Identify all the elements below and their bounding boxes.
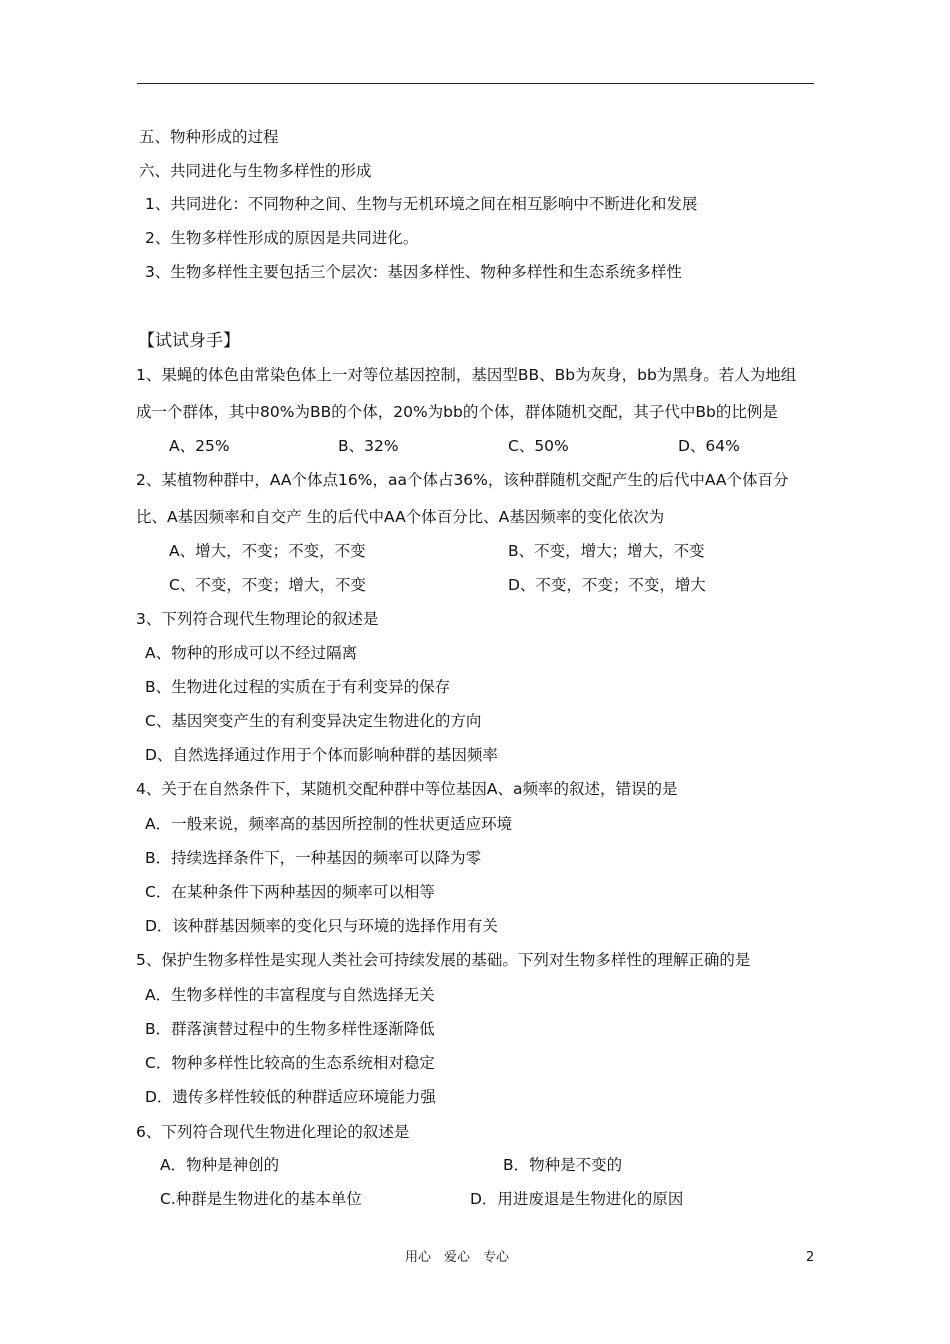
practice-heading: 【试试身手】 — [138, 331, 240, 351]
q3-option-c: C、基因突变产生的有利变异决定生物进化的方向 — [145, 712, 482, 730]
section-6-point-3: 3、生物多样性主要包括三个层次：基因多样性、物种多样性和生态系统多样性 — [145, 263, 682, 281]
q6-option-d: D．用进废退是生物进化的原因 — [470, 1190, 684, 1208]
q4-option-a: A．一般来说，频率高的基因所控制的性状更适应环境 — [145, 815, 513, 833]
q6-option-c: C.种群是生物进化的基本单位 — [160, 1190, 362, 1208]
q1-option-a: A、25% — [169, 437, 230, 455]
q1-option-c: C、50% — [508, 437, 569, 455]
q2-option-d: D、不变，不变；不变，增大 — [508, 576, 706, 594]
q4-option-b: B．持续选择条件下，一种基因的频率可以降为零 — [145, 849, 482, 867]
footer-motto: 用心 爱心 专心 — [405, 1250, 510, 1265]
q2-option-a: A、增大，不变；不变，不变 — [169, 542, 366, 560]
q6-option-b: B．物种是不变的 — [503, 1156, 623, 1174]
q6-stem: 6、下列符合现代生物进化理论的叙述是 — [136, 1123, 410, 1141]
q2-option-b: B、不变，增大；增大，不变 — [508, 542, 705, 560]
section-6-point-1: 1、共同进化：不同物种之间、生物与无机环境之间在相互影响中不断进化和发展 — [145, 195, 698, 213]
q2-option-c: C、不变，不变；增大，不变 — [169, 576, 366, 594]
q4-stem: 4、关于在自然条件下，某随机交配种群中等位基因A、a频率的叙述，错误的是 — [136, 780, 678, 798]
q5-option-c: C．物种多样性比较高的生态系统相对稳定 — [145, 1054, 435, 1072]
q1-stem-line-1: 1、果蝇的体色由常染色体上一对等位基因控制，基因型BB、Bb为灰身，bb为黑身。若人为地组 — [136, 366, 797, 384]
q3-option-d: D、自然选择通过作用于个体而影响种群的基因频率 — [145, 746, 498, 764]
q3-option-a: A、物种的形成可以不经过隔离 — [145, 644, 358, 662]
q4-option-c: C．在某种条件下两种基因的频率可以相等 — [145, 883, 435, 901]
q2-stem-line-2: 比、A基因频率和自交产 生的后代中AA个体百分比、A基因频率的变化依次为 — [136, 508, 665, 526]
section-6-point-2: 2、生物多样性形成的原因是共同进化。 — [145, 229, 419, 247]
q6-option-a: A．物种是神创的 — [160, 1156, 280, 1174]
q5-option-b: B．群落演替过程中的生物多样性逐渐降低 — [145, 1020, 435, 1038]
q3-option-b: B、生物进化过程的实质在于有利变异的保存 — [145, 678, 451, 696]
q4-option-d: D．该种群基因频率的变化只与环境的选择作用有关 — [145, 917, 498, 935]
q1-option-b: B、32% — [338, 437, 399, 455]
header-rule — [137, 83, 814, 84]
q5-option-a: A．生物多样性的丰富程度与自然选择无关 — [145, 986, 435, 1004]
section-6-heading: 六、共同进化与生物多样性的形成 — [139, 162, 372, 180]
q2-stem-line-1: 2、某植物种群中，AA个体点16%，aa个体占36%，该种群随机交配产生的后代中AA个体百分 — [136, 471, 789, 489]
q3-stem: 3、下列符合现代生物理论的叙述是 — [136, 610, 379, 628]
page-number: 2 — [806, 1250, 815, 1265]
q1-stem-line-2: 成一个群体，其中80%为BB的个体，20%为bb的个体，群体随机交配，其子代中Bb的比例是 — [136, 403, 778, 421]
q5-option-d: D．遗传多样性较低的种群适应环境能力强 — [145, 1088, 436, 1106]
q5-stem: 5、保护生物多样性是实现人类社会可持续发展的基础。下列对生物多样性的理解正确的是 — [136, 951, 751, 969]
section-5-heading: 五、物种形成的过程 — [139, 128, 279, 146]
q1-option-d: D、64% — [678, 437, 740, 455]
